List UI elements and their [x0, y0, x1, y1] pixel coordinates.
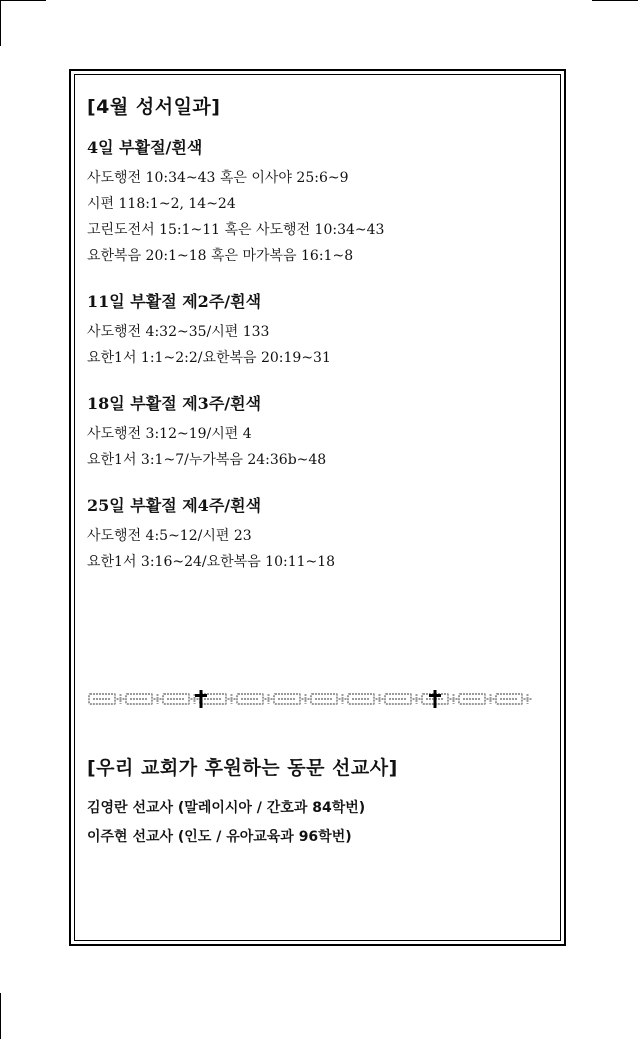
cross-icon-bar — [429, 694, 441, 697]
cross-icon-bar — [195, 694, 207, 697]
crop-mark-top-left-h — [0, 0, 46, 1]
reading-line: 사도행전 4:5~12/시편 23 — [87, 528, 252, 544]
reading-section-4 — [87, 135, 552, 269]
section-title: 18일 부활절 제3주/흰색 — [87, 394, 262, 413]
section-title: 25일 부활절 제4주/흰색 — [87, 496, 262, 515]
reading-line: 시편 118:1~2, 14~24 — [87, 196, 236, 212]
reading-line: 사도행전 10:34~43 혹은 이사야 25:6~9 — [87, 170, 349, 186]
section-title: 11일 부활절 제2주/흰색 — [87, 292, 262, 311]
reading-section-18 — [87, 391, 552, 473]
missionary-item: 이주현 선교사 (인도 / 유아교육과 96학번) — [87, 829, 352, 845]
reading-plan — [87, 92, 552, 595]
reading-line: 요한1서 3:16~24/요한복음 10:11~18 — [87, 554, 336, 570]
missionaries-heading: [우리 교회가 후원하는 동문 선교사] — [87, 757, 398, 779]
reading-plan-heading: [4월 성서일과] — [87, 96, 221, 118]
cross-chain-divider-icon — [87, 690, 552, 708]
reading-line: 요한1서 1:1~2:2/요한복음 20:19~31 — [87, 350, 331, 366]
crop-mark-bottom-left-v — [0, 993, 1, 1039]
reading-line: 고린도전서 15:1~11 혹은 사도행전 10:34~43 — [87, 222, 385, 238]
section-title: 4일 부활절/흰색 — [87, 138, 203, 157]
missionary-item: 김영란 선교사 (말레이시아 / 간호과 84학번) — [87, 800, 366, 816]
reading-line: 요한복음 20:1~18 혹은 마가복음 16:1~8 — [87, 248, 354, 264]
crop-mark-top-right-h — [592, 0, 638, 1]
reading-section-11 — [87, 289, 552, 371]
reading-line: 사도행전 3:12~19/시편 4 — [87, 426, 252, 442]
cross-icon — [434, 690, 437, 708]
cross-icon — [200, 690, 203, 708]
missionary-list — [87, 794, 365, 852]
crop-mark-top-left-v — [0, 0, 1, 46]
reading-line: 사도행전 4:32~35/시편 133 — [87, 324, 270, 340]
reading-line: 요한1서 3:1~7/누가복음 24:36b~48 — [87, 452, 327, 468]
reading-section-25 — [87, 493, 552, 575]
